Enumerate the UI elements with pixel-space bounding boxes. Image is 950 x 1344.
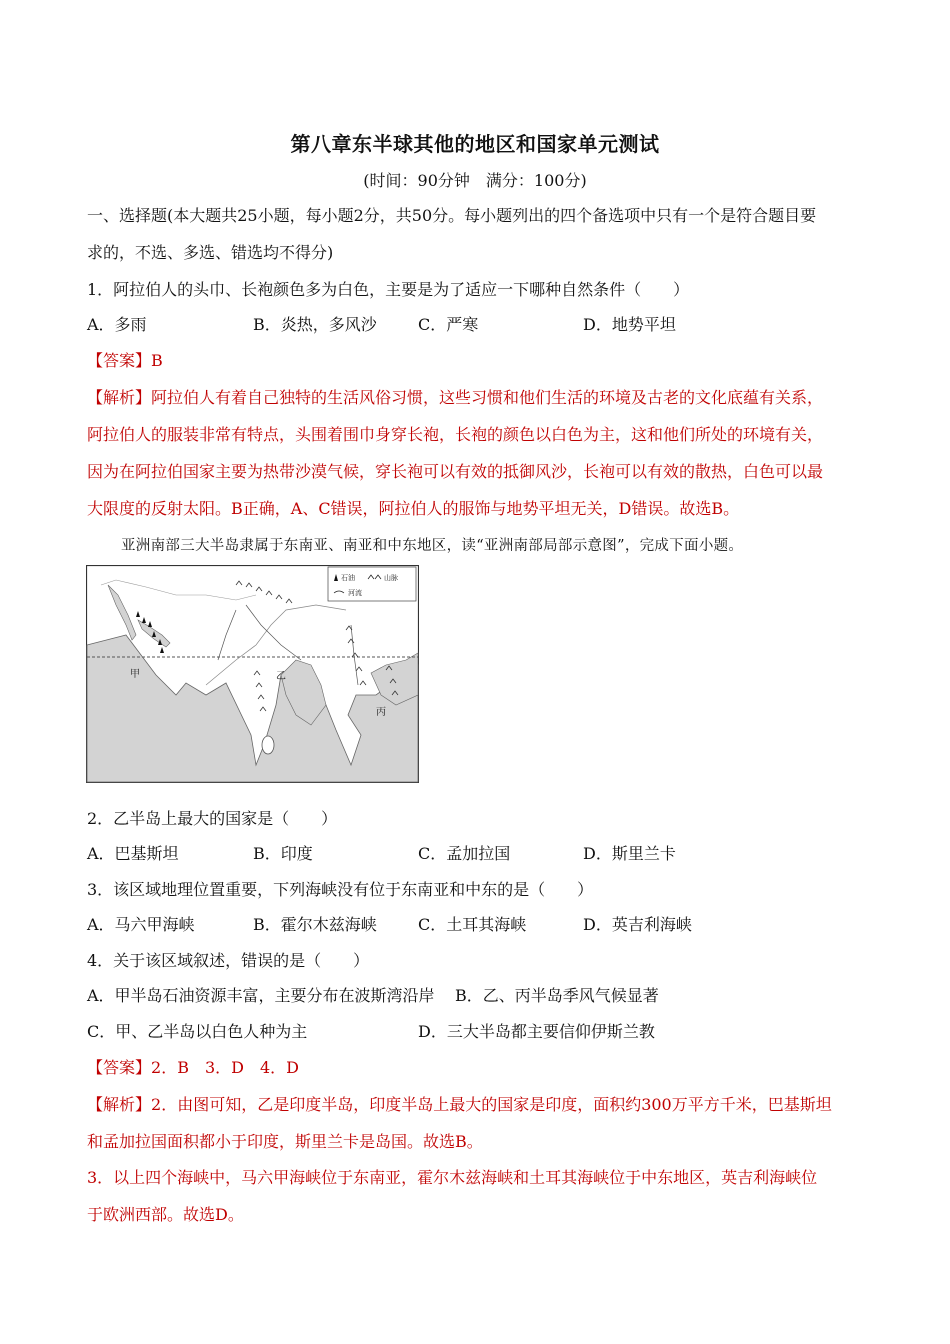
section-heading-line1: 一、选择题(本大题共25小题，每小题2分，共50分。每小题列出的四个备选项中只有一个是符合题目要 — [87, 206, 817, 225]
analysis-2-4-line2: 和孟加拉国面积都小于印度，斯里兰卡是岛国。故选B。 — [87, 1132, 483, 1151]
q3-option-d: D．英吉利海峡 — [583, 915, 692, 934]
q1-analysis-line2: 阿拉伯人的服装非常有特点，头围着围巾身穿长袍，长袍的颜色以白色为主，这和他们所处的环境有关， — [87, 425, 824, 444]
q2-option-a: A．巴基斯坦 — [87, 844, 179, 863]
q3-option-c: C．土耳其海峡 — [418, 915, 527, 934]
q1-option-a: A．多雨 — [87, 315, 147, 334]
answers-2-4 — [87, 1057, 877, 1079]
analysis-2-4-line3: 3．以上四个海峡中，马六甲海峡位于东南亚，霍尔木兹海峡和土耳其海峡位于中东地区，英吉利海峡位 — [87, 1168, 818, 1187]
analysis-2-4-line4: 于欧洲西部。故选D。 — [87, 1205, 244, 1224]
q4-option-b: B．乙、丙半岛季风气候显著 — [455, 986, 659, 1005]
q1-analysis-line3: 因为在阿拉伯国家主要为热带沙漠气候，穿长袍可以有效的抵御风沙，长袍可以有效的散热，白色可以最 — [87, 462, 824, 481]
q1-option-d: D．地势平坦 — [583, 315, 676, 334]
q4-option-a: A．甲半岛石油资源丰富，主要分布在波斯湾沿岸 — [87, 986, 435, 1005]
question-3-stem: 3．该区域地理位置重要，下列海峡没有位于东南亚和中东的是（ ） — [87, 880, 594, 899]
q1-option-c: C．严寒 — [418, 315, 479, 334]
q4-option-c: C．甲、乙半岛以白色人种为主 — [87, 1022, 308, 1041]
label-bing: 丙 — [376, 707, 386, 718]
q3-option-a: A．马六甲海峡 — [87, 915, 195, 934]
page-title: 第八章东半球其他的地区和国家单元测试 — [290, 132, 660, 156]
q1-answer — [87, 350, 877, 372]
analysis-2-4-line1 — [87, 1094, 877, 1116]
question-4-stem: 4．关于该区域叙述，错误的是（ ） — [87, 951, 370, 970]
label-jia: 甲 — [130, 669, 140, 680]
answer-value: B — [151, 351, 163, 370]
analysis-tag: 【解析】 — [87, 1095, 152, 1114]
section-heading-line2: 求的，不选、多选、错选均不得分) — [87, 243, 334, 262]
analysis-text: 阿拉伯人有着自己独特的生活风俗习惯，这些习惯和他们生活的环境及古老的文化底蕴有关系， — [151, 388, 824, 407]
map-legend-box — [328, 567, 416, 601]
q3-option-b: B．霍尔木兹海峡 — [253, 915, 377, 934]
legend-river: 河流 — [348, 589, 362, 597]
q4-option-d: D．三大半岛都主要信仰伊斯兰教 — [418, 1022, 655, 1041]
answer-tag: 【答案】 — [87, 351, 152, 370]
page-subtitle: (时间：90分钟 满分：100分) — [363, 171, 587, 190]
legend-mountain: 山脉 — [384, 574, 398, 582]
q1-analysis-line1 — [87, 387, 877, 409]
q2-option-c: C．孟加拉国 — [418, 844, 511, 863]
analysis-tag: 【解析】 — [87, 388, 152, 407]
analysis-text: 2．由图可知，乙是印度半岛，印度半岛上最大的国家是印度，面积约300万平方千米，巴基斯坦 — [151, 1095, 832, 1114]
answer-tag: 【答案】 — [87, 1058, 152, 1077]
q1-option-b: B．炎热，多风沙 — [253, 315, 377, 334]
question-2-stem: 2．乙半岛上最大的国家是（ ） — [87, 809, 338, 828]
question-1-stem: 1．阿拉伯人的头巾、长袍颜色多为白色，主要是为了适应一下哪种自然条件（ ） — [87, 280, 690, 299]
map-intro: 亚洲南部三大半岛隶属于东南亚、南亚和中东地区，读“亚洲南部局部示意图”，完成下面小题。 — [121, 538, 744, 554]
answer-values: 2．B 3．D 4．D — [151, 1058, 299, 1077]
q2-option-d: D．斯里兰卡 — [583, 844, 676, 863]
q2-option-b: B．印度 — [253, 844, 313, 863]
label-yi: 乙 — [276, 671, 286, 682]
q1-analysis-line4: 大限度的反射太阳。B正确，A、C错误，阿拉伯人的服饰与地势平坦无关，D错误。故选B。 — [87, 499, 740, 518]
legend-oil: 石油 — [341, 574, 355, 582]
south-asia-map — [86, 565, 419, 783]
